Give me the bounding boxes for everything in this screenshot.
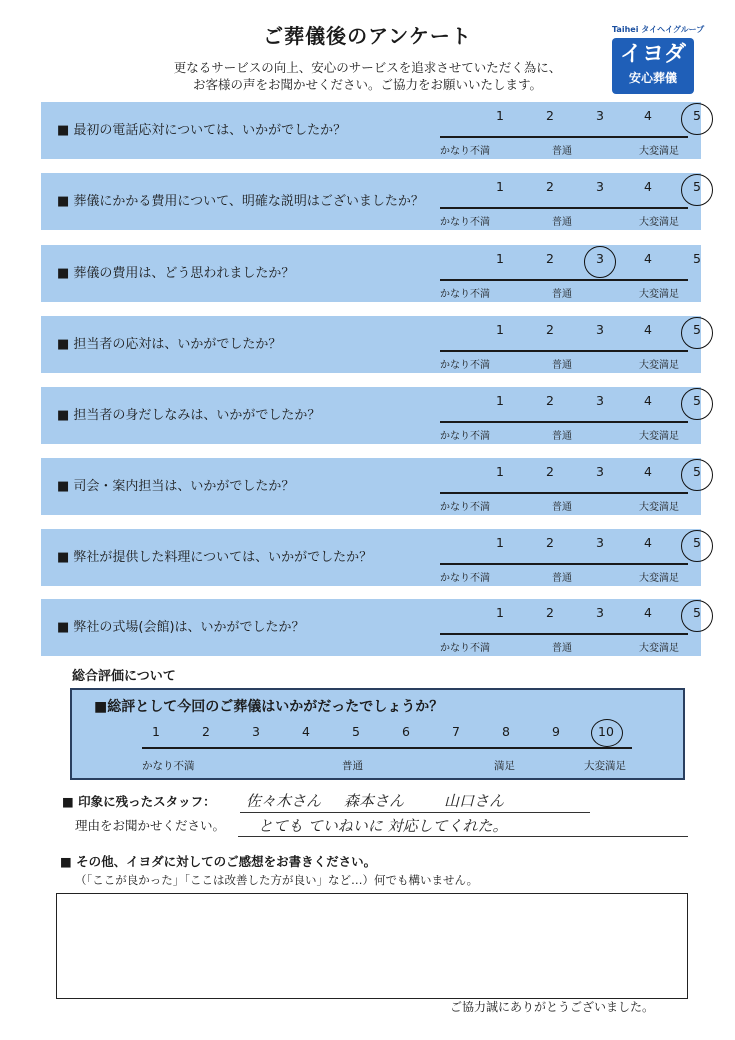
question-row <box>41 599 701 656</box>
scale-label-mid: 普通 <box>552 289 572 300</box>
answer-circle <box>681 317 713 349</box>
comment-content <box>57 894 687 906</box>
thanks-text: ご協力誠にありがとうございました。 <box>450 1000 655 1014</box>
other-hint: （「ここが良かった」「ここは改善した方が良い」など…）何でも構いません。 <box>75 873 479 887</box>
scale-label-mid: 普通 <box>552 573 572 584</box>
scale-label-low: かなり不満 <box>440 146 490 157</box>
scale-label-low: かなり不満 <box>440 502 490 513</box>
staff-name-1: 佐々木さん <box>246 792 322 810</box>
rating-option-5[interactable]: 5 <box>693 108 701 123</box>
overall-label-mid: 普通 <box>342 760 363 772</box>
overall-option-8[interactable]: 8 <box>502 724 510 739</box>
answer-circle <box>681 388 713 420</box>
rating-option-3[interactable]: 3 <box>596 605 604 620</box>
rating-option-1[interactable]: 1 <box>496 251 504 266</box>
reason-label: 理由をお聞かせください。 <box>75 818 226 833</box>
comment-box[interactable] <box>56 893 688 999</box>
rating-scale <box>440 316 701 373</box>
overall-option-10[interactable]: 10 <box>598 724 614 739</box>
rating-option-2[interactable]: 2 <box>546 464 554 479</box>
question-row <box>41 245 701 302</box>
scale-label-high: 大変満足 <box>639 289 679 300</box>
rating-option-5[interactable]: 5 <box>693 179 701 194</box>
rating-option-1[interactable]: 1 <box>496 605 504 620</box>
staff-label: ■ 印象に残ったスタッフ： <box>62 794 216 809</box>
logo-group: タイヘイグループ <box>641 25 705 34</box>
rating-option-4[interactable]: 4 <box>644 108 652 123</box>
overall-label-good: 満足 <box>494 760 515 772</box>
scale-label-low: かなり不満 <box>440 643 490 654</box>
overall-option-4[interactable]: 4 <box>302 724 310 739</box>
rating-option-2[interactable]: 2 <box>546 179 554 194</box>
rating-scale <box>440 245 701 302</box>
scale-label-high: 大変満足 <box>639 431 679 442</box>
staff-underline <box>240 812 590 813</box>
logo-tagline: 安心葬儀 <box>628 71 677 85</box>
rating-option-1[interactable]: 1 <box>496 393 504 408</box>
overall-label-low: かなり不満 <box>142 760 195 772</box>
staff-name-3: 山口さん <box>444 792 505 810</box>
rating-option-1[interactable]: 1 <box>496 464 504 479</box>
rating-option-3[interactable]: 3 <box>596 322 604 337</box>
intro-line-1: 更なるサービスの向上、安心のサービスを追求させていただく為に、 <box>173 60 562 75</box>
scale-label-low: かなり不満 <box>440 289 490 300</box>
reason-text: とても ていねいに 対応してくれた。 <box>258 817 508 835</box>
rating-option-3[interactable]: 3 <box>596 393 604 408</box>
rating-option-4[interactable]: 4 <box>644 464 652 479</box>
scale-label-mid: 普通 <box>552 217 572 228</box>
scale-label-high: 大変満足 <box>639 643 679 654</box>
rating-option-5[interactable]: 5 <box>693 464 701 479</box>
rating-scale <box>440 173 701 230</box>
scale-label-mid: 普通 <box>552 431 572 442</box>
overall-option-6[interactable]: 6 <box>402 724 410 739</box>
overall-option-1[interactable]: 1 <box>152 724 160 739</box>
scale-line <box>440 350 688 352</box>
question-row <box>41 458 701 515</box>
rating-scale <box>440 458 701 515</box>
overall-scale-line <box>142 747 632 749</box>
overall-option-7[interactable]: 7 <box>452 724 460 739</box>
scale-label-mid: 普通 <box>552 502 572 513</box>
rating-option-4[interactable]: 4 <box>644 179 652 194</box>
staff-name-2: 森本さん <box>344 792 405 810</box>
question-text: ■ 葬儀の費用は、どう思われましたか？ <box>57 266 295 281</box>
rating-option-3[interactable]: 3 <box>596 108 604 123</box>
other-label: ■ その他、イヨダに対してのご感想をお書きください。 <box>60 854 377 869</box>
overall-scale <box>142 720 642 776</box>
overall-label-high: 大変満足 <box>584 760 626 772</box>
question-row <box>41 102 701 159</box>
rating-option-2[interactable]: 2 <box>546 605 554 620</box>
question-text: ■ 担当者の身だしなみは、いかがでしたか？ <box>57 408 321 423</box>
answer-circle <box>681 459 713 491</box>
scale-label-low: かなり不満 <box>440 431 490 442</box>
rating-option-1[interactable]: 1 <box>496 108 504 123</box>
rating-scale <box>440 599 701 656</box>
scale-label-low: かなり不満 <box>440 360 490 371</box>
rating-option-1[interactable]: 1 <box>496 322 504 337</box>
rating-option-5[interactable]: 5 <box>693 393 701 408</box>
scale-line <box>440 136 688 138</box>
overall-answer-circle <box>591 719 623 747</box>
rating-option-2[interactable]: 2 <box>546 108 554 123</box>
answer-circle <box>681 174 713 206</box>
rating-option-3[interactable]: 3 <box>596 179 604 194</box>
question-text: ■ 最初の電話応対については、いかがでしたか？ <box>57 123 347 138</box>
scale-label-mid: 普通 <box>552 146 572 157</box>
overall-option-3[interactable]: 3 <box>252 724 260 739</box>
rating-option-2[interactable]: 2 <box>546 322 554 337</box>
answer-circle <box>681 600 713 632</box>
scale-label-high: 大変満足 <box>639 146 679 157</box>
rating-option-5[interactable]: 5 <box>693 322 701 337</box>
rating-option-2[interactable]: 2 <box>546 251 554 266</box>
scale-line <box>440 563 688 565</box>
overall-box <box>70 688 685 780</box>
rating-option-5[interactable]: 5 <box>693 251 701 266</box>
rating-option-5[interactable]: 5 <box>693 605 701 620</box>
scale-label-high: 大変満足 <box>639 360 679 371</box>
question-text: ■ 担当者の応対は、いかがでしたか？ <box>57 337 282 352</box>
answer-circle <box>584 246 616 278</box>
question-text: ■ 葬儀にかかる費用について、明確な説明はございましたか？ <box>57 194 424 209</box>
overall-question: ■総評として今回のご葬儀はいかがだったでしょうか？ <box>94 699 444 715</box>
rating-option-4[interactable]: 4 <box>644 322 652 337</box>
scale-label-low: かなり不満 <box>440 573 490 584</box>
scale-line <box>440 633 688 635</box>
scale-line <box>440 421 688 423</box>
intro-line-2: お客様の声をお聞かせください。ご協力をお願いいたします。 <box>192 77 542 92</box>
page-title: ご葬儀後のアンケート <box>263 24 472 48</box>
rating-scale <box>440 387 701 444</box>
question-text: ■ 弊社が提供した料理については、いかがでしたか？ <box>57 550 373 565</box>
rating-option-3[interactable]: 3 <box>596 535 604 550</box>
scale-label-high: 大変満足 <box>639 573 679 584</box>
rating-option-4[interactable]: 4 <box>644 251 652 266</box>
overall-option-2[interactable]: 2 <box>202 724 210 739</box>
question-row <box>41 173 701 230</box>
scale-label-mid: 普通 <box>552 360 572 371</box>
question-row <box>41 316 701 373</box>
question-row <box>41 387 701 444</box>
logo-header <box>612 24 705 35</box>
answer-circle <box>681 530 713 562</box>
question-text: ■ 司会・案内担当は、いかがでしたか？ <box>57 479 295 494</box>
overall-option-5[interactable]: 5 <box>352 724 360 739</box>
rating-scale <box>440 102 701 159</box>
overall-heading: 総合評価について <box>72 669 176 684</box>
scale-line <box>440 492 688 494</box>
rating-option-2[interactable]: 2 <box>546 535 554 550</box>
scale-label-high: 大変満足 <box>639 502 679 513</box>
rating-option-3[interactable]: 3 <box>596 251 604 266</box>
rating-option-5[interactable]: 5 <box>693 535 701 550</box>
answer-circle <box>681 103 713 135</box>
rating-option-1[interactable]: 1 <box>496 535 504 550</box>
question-row <box>41 529 701 586</box>
scale-label-high: 大変満足 <box>639 217 679 228</box>
scale-label-low: かなり不満 <box>440 217 490 228</box>
overall-option-9[interactable]: 9 <box>552 724 560 739</box>
rating-option-4[interactable]: 4 <box>644 393 652 408</box>
rating-option-3[interactable]: 3 <box>596 464 604 479</box>
rating-option-1[interactable]: 1 <box>496 179 504 194</box>
rating-option-4[interactable]: 4 <box>644 605 652 620</box>
scale-line <box>440 207 688 209</box>
question-text: ■ 弊社の式場(会館)は、いかがでしたか？ <box>57 620 305 635</box>
rating-scale <box>440 529 701 586</box>
reason-underline <box>238 836 688 837</box>
logo <box>612 38 694 94</box>
scale-line <box>440 279 688 281</box>
rating-option-4[interactable]: 4 <box>644 535 652 550</box>
logo-name: イヨダ <box>619 42 686 67</box>
rating-option-2[interactable]: 2 <box>546 393 554 408</box>
scale-label-mid: 普通 <box>552 643 572 654</box>
logo-brand: Taihei <box>612 25 639 34</box>
